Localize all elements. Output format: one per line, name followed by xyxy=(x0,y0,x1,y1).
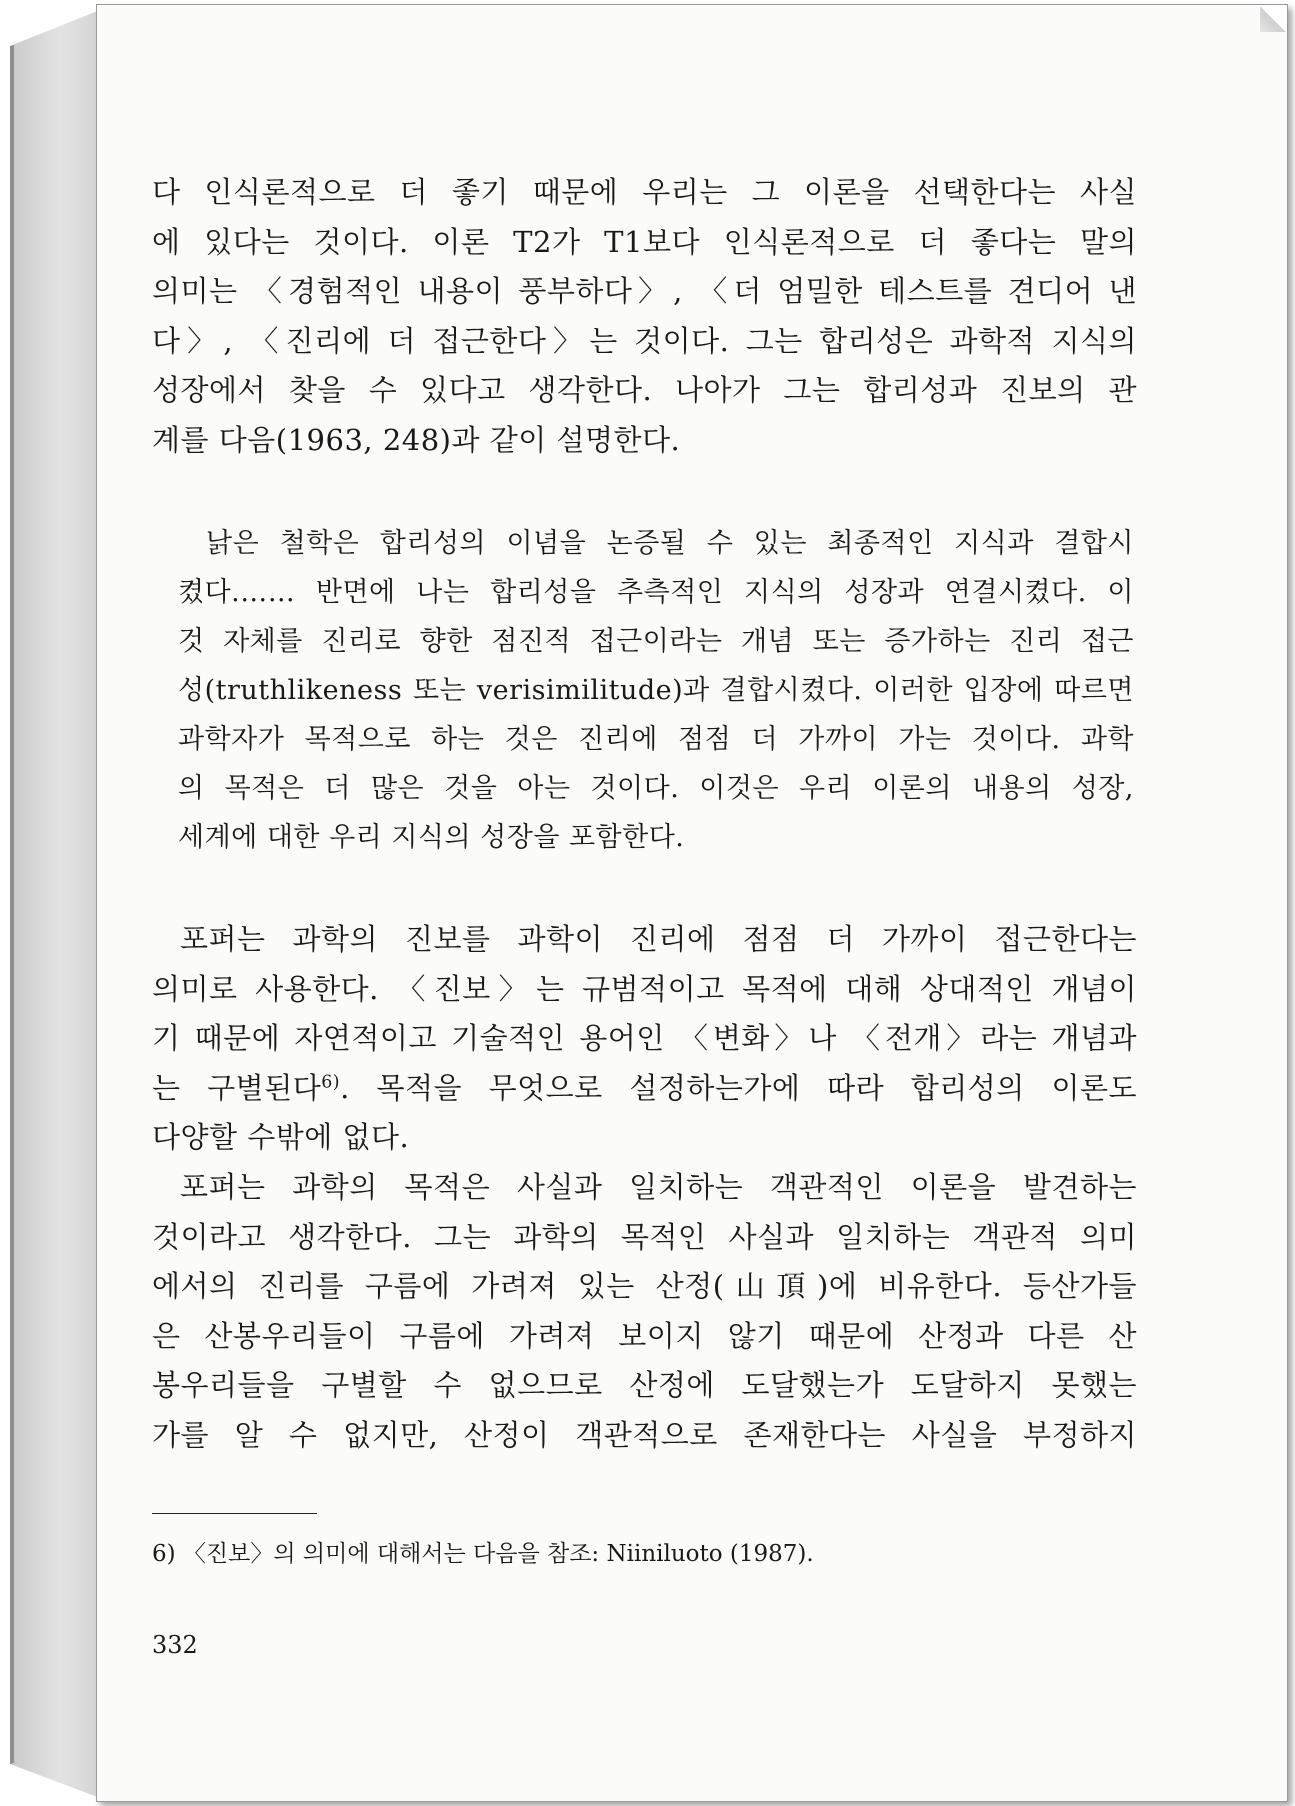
paragraph-1 xyxy=(152,168,1137,465)
footnote-divider xyxy=(152,1513,317,1514)
paragraph-2-line-start: 는 구별된다 xyxy=(152,1070,322,1105)
paragraph-3-line: 가를 알 수 없지만, 산정이 객관적으로 존재한다는 사실을 부정하지 xyxy=(152,1417,1137,1452)
paragraph-3-line: 에서의 진리를 구름에 가려져 있는 산정(山頂)에 비유한다. 등산가들 xyxy=(152,1269,1137,1303)
quote-line: 과학자가 목적으로 하는 것은 진리에 점점 더 가까이 가는 것이다. 과학 xyxy=(178,724,1134,755)
paragraph-3-line: 포퍼는 과학의 목적은 사실과 일치하는 객관적인 이론을 발견하는 xyxy=(180,1170,1137,1204)
quote-line: 성(truthlikeness 또는 verisimilitude)과 결합시켰다. 이러한 입장에 따르면 xyxy=(178,675,1134,706)
paragraph-2 xyxy=(152,915,1137,1163)
paragraph-3-line: 은 산봉우리들이 구름에 가려져 보이지 않기 때문에 산정과 다른 산 xyxy=(152,1318,1137,1353)
paragraph-3 xyxy=(152,1163,1137,1460)
paragraph-2-line: 의미로 사용한다. 〈진보〉는 규범적이고 목적에 대해 상대적인 개념이 xyxy=(152,971,1137,1006)
quote-line: 의 목적은 더 많은 것을 아는 것이다. 이것은 우리 이론의 내용의 성장, xyxy=(178,773,1134,804)
paragraph-3-line: 봉우리들을 구별할 수 없으므로 산정에 도달했는가 도달하지 못했는 xyxy=(152,1368,1137,1402)
book-spine xyxy=(10,10,100,1798)
paragraph-3-line: 것이라고 생각한다. 그는 과학의 목적인 사실과 일치하는 객관적 의미 xyxy=(152,1219,1137,1254)
block-quote xyxy=(178,519,1134,862)
paragraph-2-line: 다양할 수밖에 없다. xyxy=(152,1120,410,1154)
quote-line: 켰다.…… 반면에 나는 합리성을 추측적인 지식의 성장과 연결시켰다. 이 xyxy=(178,577,1134,608)
paragraph-1-line: 성장에서 찾을 수 있다고 생각한다. 나아가 그는 합리성과 진보의 관 xyxy=(152,373,1137,407)
paragraph-2-line: 기 때문에 자연적이고 기술적인 용어인 〈변화〉나 〈전개〉라는 개념과 xyxy=(152,1021,1137,1055)
paragraph-1-line: 다〉, 〈진리에 더 접근한다〉는 것이다. 그는 합리성은 과학적 지식의 xyxy=(152,323,1137,358)
paragraph-1-line: 의미는 〈경험적인 내용이 풍부하다〉, 〈더 엄밀한 테스트를 견디어 낸 xyxy=(152,274,1137,308)
paragraph-2-line-end: . 목적을 무엇으로 설정하는가에 따라 합리성의 이론도 xyxy=(340,1070,1137,1105)
paragraph-2-line: 포퍼는 과학의 진보를 과학이 진리에 점점 더 가까이 접근한다는 xyxy=(180,922,1137,956)
quote-line: 낡은 철학은 합리성의 이념을 논증될 수 있는 최종적인 지식과 결합시 xyxy=(206,528,1134,559)
page-corner-fold xyxy=(1260,6,1286,32)
paragraph-1-line: 에 있다는 것이다. 이론 T2가 T1보다 인식론적으로 더 좋다는 말의 xyxy=(152,224,1137,259)
footnote-reference[interactable]: 6) xyxy=(321,1071,341,1092)
footnote: 6) 〈진보〉의 의미에 대해서는 다음을 참조: Niiniluoto (1987). xyxy=(152,1541,814,1567)
quote-line: 것 자체를 진리로 향한 점진적 접근이라는 개념 또는 증가하는 진리 접근 xyxy=(178,626,1134,657)
paragraph-1-line: 계를 다음(1963, 248)과 같이 설명한다. xyxy=(152,422,681,457)
paragraph-1-line: 다 인식론적으로 더 좋기 때문에 우리는 그 이론을 선택한다는 사실 xyxy=(152,175,1137,209)
page-number: 332 xyxy=(152,1631,198,1659)
quote-line: 세계에 대한 우리 지식의 성장을 포함한다. xyxy=(178,822,685,853)
paragraph-2-line-with-footnote xyxy=(152,1064,1137,1114)
